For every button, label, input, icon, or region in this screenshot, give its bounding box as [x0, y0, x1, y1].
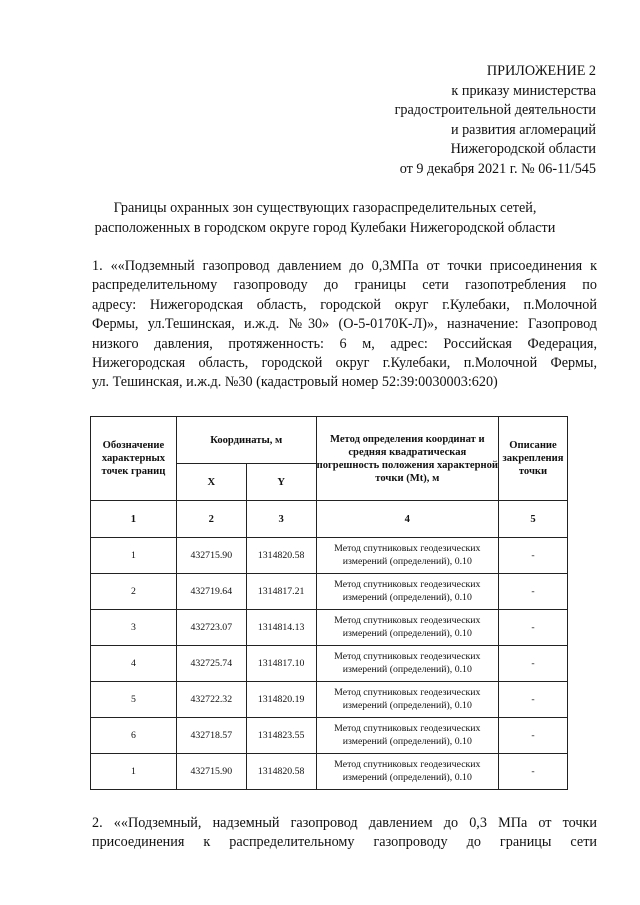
method-line: Метод спутниковых геодезических — [334, 651, 481, 662]
cell-fixing: - — [499, 682, 568, 718]
method-line: измерений (определений), 0.10 — [342, 627, 472, 639]
table-row — [91, 682, 568, 718]
header-method: Метод определения координат и средняя квадратическая погрешность положения характерной точки (Mt), м — [316, 417, 498, 501]
cell-point: 4 — [91, 646, 177, 682]
column-number: 2 — [176, 501, 246, 538]
cell-point: 2 — [91, 574, 177, 610]
paragraph-line: распределительному газопроводу до границы сети газопотребления по — [92, 277, 597, 294]
document-title — [60, 198, 590, 238]
cell-x: 432725.74 — [176, 646, 246, 682]
cell-y: 1314817.10 — [246, 646, 316, 682]
header-x: X — [176, 464, 246, 501]
table-row — [91, 754, 568, 790]
cell-method — [316, 682, 498, 718]
appendix-line: градостроительной деятельности — [394, 102, 596, 119]
method-line: измерений (определений), 0.10 — [342, 735, 472, 747]
cell-x: 432718.57 — [176, 718, 246, 754]
paragraph-line: присоединения к распределительному газопроводу до границы сети — [92, 834, 597, 851]
paragraph-1 — [92, 257, 597, 393]
table-row — [91, 718, 568, 754]
method-line: измерений (определений), 0.10 — [342, 591, 472, 603]
column-number: 5 — [499, 501, 568, 538]
header-coordinates: Координаты, м — [176, 417, 316, 464]
cell-y: 1314820.58 — [246, 754, 316, 790]
paragraph-line: низкого давления, протяженность: 6 м, адрес: Российская Федерация, — [92, 335, 597, 352]
cell-point: 3 — [91, 610, 177, 646]
paragraph-line: ул. Тешинская, и.ж.д. №30 (кадастровый номер 52:39:0030003:620) — [92, 374, 498, 391]
paragraph-line: адресу: Нижегородская область, городской округ г.Кулебаки, п.Молочной — [92, 296, 597, 313]
cell-point: 1 — [91, 538, 177, 574]
appendix-title: ПРИЛОЖЕНИЕ 2 — [486, 63, 596, 79]
cell-fixing: - — [499, 574, 568, 610]
cell-fixing: - — [499, 538, 568, 574]
method-line: Метод спутниковых геодезических — [334, 579, 481, 590]
cell-x: 432715.90 — [176, 538, 246, 574]
appendix-date: от 9 декабря 2021 г. № 06-11/545 — [399, 160, 596, 177]
appendix-line: к приказу министерства — [451, 82, 596, 99]
cell-fixing: - — [499, 754, 568, 790]
method-line: измерений (определений), 0.10 — [342, 555, 472, 567]
title-line: расположенных в городском округе город Кулебаки Нижегородской области — [94, 220, 556, 236]
cell-method — [316, 718, 498, 754]
method-line: Метод спутниковых геодезических — [334, 759, 481, 770]
column-number: 3 — [246, 501, 316, 538]
table-row — [91, 646, 568, 682]
cell-method — [316, 754, 498, 790]
table-row — [91, 574, 568, 610]
cell-fixing: - — [499, 646, 568, 682]
cell-method — [316, 574, 498, 610]
method-line: Метод спутниковых геодезических — [334, 543, 481, 554]
appendix-line: Нижегородской области — [450, 141, 596, 158]
header-point: Обозначение характерных точек границ — [91, 417, 177, 501]
method-line: измерений (определений), 0.10 — [342, 663, 472, 675]
cell-fixing: - — [499, 718, 568, 754]
paragraph-line: 1. ««Подземный газопровод давлением до 0,3МПа от точки присоединения к — [92, 258, 597, 274]
cell-y: 1314820.19 — [246, 682, 316, 718]
paragraph-2 — [92, 814, 597, 853]
cell-y: 1314823.55 — [246, 718, 316, 754]
paragraph-line: 2. ««Подземный, надземный газопровод давлением до 0,3 МПа от точки — [92, 815, 597, 831]
cell-method — [316, 646, 498, 682]
method-line: Метод спутниковых геодезических — [334, 615, 481, 626]
cell-y: 1314817.21 — [246, 574, 316, 610]
cell-y: 1314814.13 — [246, 610, 316, 646]
paragraph-line: Фермы, ул.Тешинская, и.ж.д. №30» (О-5-0170К-Л)», назначение: Газопровод — [92, 316, 597, 333]
table-row — [91, 610, 568, 646]
column-number: 1 — [91, 501, 177, 538]
cell-y: 1314820.58 — [246, 538, 316, 574]
coordinates-table — [90, 416, 568, 790]
cell-x: 432723.07 — [176, 610, 246, 646]
cell-point: 1 — [91, 754, 177, 790]
cell-point: 5 — [91, 682, 177, 718]
appendix-line: и развития агломераций — [450, 121, 596, 138]
title-line: Границы охранных зон существующих газораспределительных сетей, — [113, 200, 537, 216]
method-line: измерений (определений), 0.10 — [342, 771, 472, 783]
table-body — [91, 538, 568, 790]
cell-point: 6 — [91, 718, 177, 754]
method-line: Метод спутниковых геодезических — [334, 687, 481, 698]
appendix-header — [395, 62, 596, 180]
cell-method — [316, 538, 498, 574]
method-line: Метод спутниковых геодезических — [334, 723, 481, 734]
paragraph-line: Нижегородская область, городской округ г.Кулебаки, п.Молочной Фермы, — [92, 354, 597, 371]
method-line: измерений (определений), 0.10 — [342, 699, 472, 711]
cell-x: 432719.64 — [176, 574, 246, 610]
column-number: 4 — [316, 501, 498, 538]
cell-method — [316, 610, 498, 646]
header-fixing: Описание закрепления точки — [499, 417, 568, 501]
cell-x: 432722.32 — [176, 682, 246, 718]
header-y: Y — [246, 464, 316, 501]
table-row — [91, 538, 568, 574]
cell-x: 432715.90 — [176, 754, 246, 790]
cell-fixing: - — [499, 610, 568, 646]
